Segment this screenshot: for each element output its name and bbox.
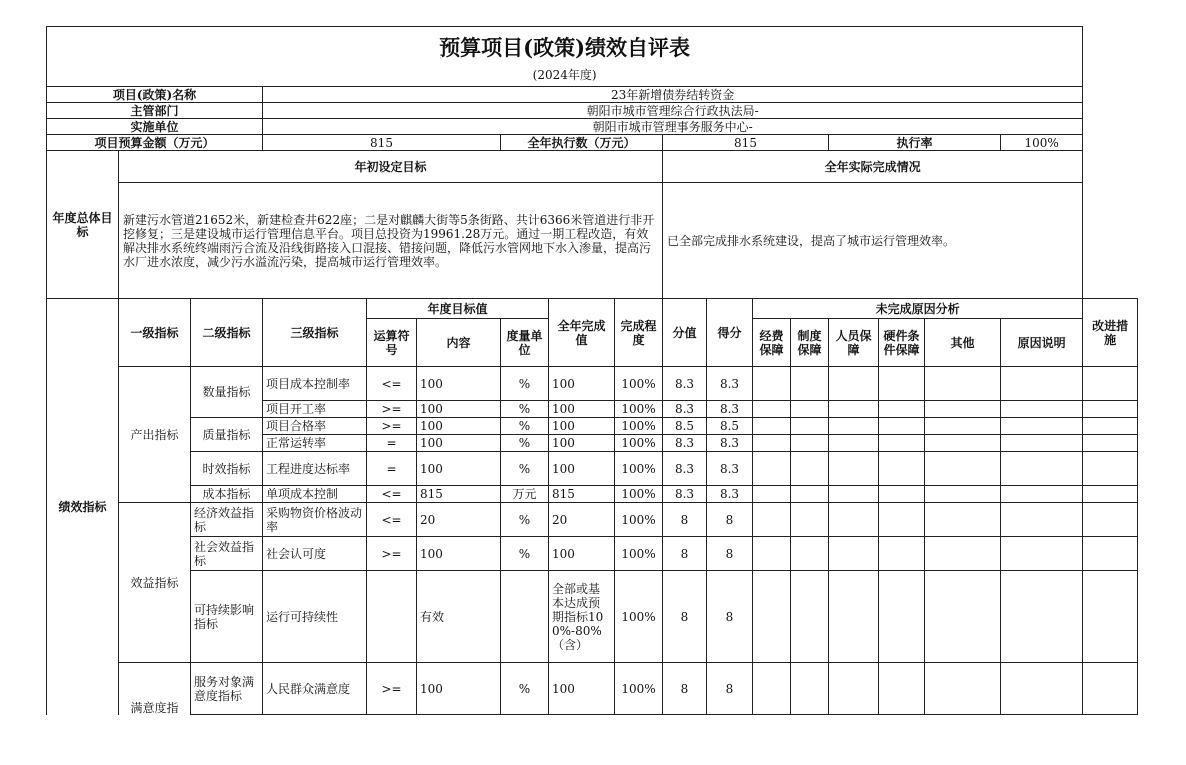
actual-cell: 100: [549, 452, 615, 486]
level1-benefit: 效益指标: [119, 503, 191, 663]
empty-cell: [753, 571, 791, 663]
empty-cell: [1001, 418, 1083, 435]
completion-cell: 100%: [615, 367, 663, 401]
empty-cell: [791, 367, 829, 401]
empty-cell: [829, 367, 879, 401]
empty-cell: [1083, 452, 1138, 486]
level2-sustainable: 可持续影响指标: [191, 571, 263, 663]
level2-cost: 成本指标: [191, 486, 263, 503]
completion-cell: 100%: [615, 486, 663, 503]
perf-section-label: 绩效指标: [47, 299, 119, 715]
empty-cell: [925, 486, 1001, 503]
score-cell: 8.3: [663, 486, 707, 503]
score-cell: 8: [663, 571, 707, 663]
empty-cell: [1001, 571, 1083, 663]
actual-cell: 100: [549, 418, 615, 435]
actual-header: 全年完成值: [549, 299, 615, 367]
empty-cell: [791, 418, 829, 435]
empty-cell: [879, 537, 925, 571]
content-cell: 100: [417, 418, 501, 435]
op-cell: >=: [367, 401, 417, 418]
reason-group-header: 未完成原因分析: [753, 299, 1083, 319]
empty-cell: [829, 537, 879, 571]
empty-cell: [791, 452, 829, 486]
empty-cell: [925, 571, 1001, 663]
level3-cell: 项目合格率: [263, 418, 367, 435]
exec-value: 815: [663, 135, 829, 151]
actual-cell: 全部或基本达成预期指标100%-80%（含）: [549, 571, 615, 663]
got-cell: 8.3: [707, 452, 753, 486]
level1-header: 一级指标: [119, 299, 191, 367]
empty-cell: [925, 537, 1001, 571]
project-name-value: 23年新增债券结转资金: [263, 87, 1083, 103]
empty-cell: [1083, 401, 1138, 418]
rate-value: 100%: [1001, 135, 1083, 151]
dept-label: 主管部门: [47, 103, 263, 119]
score-cell: 8: [663, 663, 707, 715]
completion-cell: 100%: [615, 435, 663, 452]
level2-social: 社会效益指标: [191, 537, 263, 571]
level2-timeliness: 时效指标: [191, 452, 263, 486]
empty-cell: [879, 435, 925, 452]
op-cell: =: [367, 452, 417, 486]
op-cell: <=: [367, 503, 417, 537]
op-cell: =: [367, 435, 417, 452]
empty-cell: [925, 663, 1001, 715]
empty-cell: [925, 418, 1001, 435]
reason-other-header: 其他: [925, 319, 1001, 367]
level3-cell: 人民群众满意度: [263, 663, 367, 715]
empty-cell: [753, 435, 791, 452]
empty-cell: [1083, 435, 1138, 452]
empty-cell: [925, 452, 1001, 486]
reason-fund-header: 经费保障: [753, 319, 791, 367]
level3-cell: 项目开工率: [263, 401, 367, 418]
got-cell: 8: [707, 503, 753, 537]
dept-value: 朝阳市城市管理综合行政执法局-: [263, 103, 1083, 119]
actual-cell: 20: [549, 503, 615, 537]
level3-cell: 项目成本控制率: [263, 367, 367, 401]
unit-cell: %: [501, 503, 549, 537]
empty-cell: [1083, 537, 1138, 571]
unit-cell: %: [501, 418, 549, 435]
got-cell: 8: [707, 537, 753, 571]
level2-header: 二级指标: [191, 299, 263, 367]
unit-cell: %: [501, 537, 549, 571]
empty-cell: [791, 663, 829, 715]
unit-cell: %: [501, 663, 549, 715]
level3-cell: 单项成本控制: [263, 486, 367, 503]
empty-cell: [1001, 401, 1083, 418]
empty-cell: [753, 537, 791, 571]
actual-cell: 100: [549, 367, 615, 401]
completion-cell: 100%: [615, 452, 663, 486]
content-cell: 100: [417, 435, 501, 452]
reason-explain-header: 原因说明: [1001, 319, 1083, 367]
empty-cell: [1001, 367, 1083, 401]
title-cell: [47, 27, 1083, 65]
score-cell: 8.3: [663, 452, 707, 486]
op-cell: >=: [367, 663, 417, 715]
score-cell: 8.3: [663, 401, 707, 418]
content-cell: 100: [417, 401, 501, 418]
empty-cell: [1001, 503, 1083, 537]
score-cell: 8.3: [663, 367, 707, 401]
empty-cell: [1001, 663, 1083, 715]
empty-cell: [791, 401, 829, 418]
impl-value: 朝阳市城市管理事务服务中心-: [263, 119, 1083, 135]
content-cell: 100: [417, 452, 501, 486]
budget-label: 项目预算金额（万元）: [47, 135, 263, 151]
empty-cell: [753, 418, 791, 435]
empty-cell: [791, 435, 829, 452]
empty-cell: [829, 663, 879, 715]
completion-cell: 100%: [615, 418, 663, 435]
empty-cell: [879, 663, 925, 715]
empty-cell: [925, 435, 1001, 452]
score-cell: 8: [663, 537, 707, 571]
unit-cell: %: [501, 452, 549, 486]
rate-label: 执行率: [829, 135, 1001, 151]
actual-cell: 100: [549, 435, 615, 452]
empty-cell: [1083, 663, 1138, 715]
empty-cell: [925, 503, 1001, 537]
actual-goal-header: 全年实际完成情况: [663, 151, 1083, 183]
page-title: 预算项目(政策)绩效自评表: [439, 35, 691, 61]
empty-cell: [829, 401, 879, 418]
empty-cell: [829, 452, 879, 486]
empty-cell: [925, 401, 1001, 418]
level3-cell: 社会认可度: [263, 537, 367, 571]
empty-cell: [829, 571, 879, 663]
score-cell: 8.3: [663, 435, 707, 452]
completion-cell: 100%: [615, 571, 663, 663]
unit-cell: [501, 571, 549, 663]
target-group-header: 年度目标值: [367, 299, 549, 319]
actual-cell: 100: [549, 401, 615, 418]
empty-cell: [791, 503, 829, 537]
level1-output: 产出指标: [119, 367, 191, 503]
improve-header: 改进措施: [1083, 299, 1138, 367]
completion-cell: 100%: [615, 663, 663, 715]
empty-cell: [879, 503, 925, 537]
empty-cell: [879, 367, 925, 401]
empty-cell: [1001, 486, 1083, 503]
budget-value: 815: [263, 135, 501, 151]
project-name-label: 项目(政策)名称: [47, 87, 263, 103]
year-label: (2024年度): [47, 65, 1083, 87]
unit-cell: %: [501, 401, 549, 418]
content-cell: 有效: [417, 571, 501, 663]
empty-cell: [791, 571, 829, 663]
got-header: 得分: [707, 299, 753, 367]
goals-section-label: 年度总体目标: [47, 151, 119, 299]
empty-cell: [829, 503, 879, 537]
content-cell: 100: [417, 663, 501, 715]
content-cell: 100: [417, 367, 501, 401]
empty-cell: [1083, 367, 1138, 401]
op-cell: >=: [367, 537, 417, 571]
op-cell: >=: [367, 418, 417, 435]
level3-cell: 运行可持续性: [263, 571, 367, 663]
actual-goal-text: 已全部完成排水系统建设，提高了城市运行管理效率。: [663, 183, 1083, 299]
empty-cell: [879, 401, 925, 418]
got-cell: 8.5: [707, 418, 753, 435]
empty-cell: [1083, 503, 1138, 537]
unit-header: 度量单位: [501, 319, 549, 367]
empty-cell: [753, 452, 791, 486]
exec-label: 全年执行数（万元）: [501, 135, 663, 151]
reason-staff-header: 人员保障: [829, 319, 879, 367]
initial-goal-header: 年初设定目标: [119, 151, 663, 183]
level2-quantity: 数量指标: [191, 367, 263, 418]
level1-satisfaction: 满意度指: [119, 663, 191, 715]
empty-cell: [1083, 571, 1138, 663]
score-cell: 8: [663, 503, 707, 537]
level2-quality: 质量指标: [191, 418, 263, 452]
got-cell: 8: [707, 571, 753, 663]
got-cell: 8.3: [707, 401, 753, 418]
empty-cell: [1001, 452, 1083, 486]
op-header: 运算符号: [367, 319, 417, 367]
unit-cell: %: [501, 435, 549, 452]
level3-header: 三级指标: [263, 299, 367, 367]
completion-header: 完成程度: [615, 299, 663, 367]
empty-cell: [753, 503, 791, 537]
content-cell: 20: [417, 503, 501, 537]
empty-cell: [1083, 418, 1138, 435]
actual-cell: 100: [549, 537, 615, 571]
content-cell: 815: [417, 486, 501, 503]
op-cell: <=: [367, 367, 417, 401]
empty-cell: [879, 571, 925, 663]
unit-cell: %: [501, 367, 549, 401]
got-cell: 8: [707, 663, 753, 715]
content-header: 内容: [417, 319, 501, 367]
empty-cell: [829, 418, 879, 435]
empty-cell: [879, 486, 925, 503]
actual-cell: 815: [549, 486, 615, 503]
op-cell: <=: [367, 486, 417, 503]
empty-cell: [1001, 435, 1083, 452]
empty-cell: [829, 435, 879, 452]
empty-cell: [925, 367, 1001, 401]
completion-cell: 100%: [615, 503, 663, 537]
completion-cell: 100%: [615, 401, 663, 418]
level2-service: 服务对象满意度指标: [191, 663, 263, 715]
got-cell: 8.3: [707, 486, 753, 503]
empty-cell: [1001, 537, 1083, 571]
level2-economic: 经济效益指标: [191, 503, 263, 537]
empty-cell: [879, 418, 925, 435]
content-cell: 100: [417, 537, 501, 571]
empty-cell: [791, 537, 829, 571]
empty-cell: [829, 486, 879, 503]
empty-cell: [753, 486, 791, 503]
op-cell: [367, 571, 417, 663]
unit-cell: 万元: [501, 486, 549, 503]
performance-evaluation-table: [46, 26, 1138, 715]
reason-system-header: 制度保障: [791, 319, 829, 367]
got-cell: 8.3: [707, 435, 753, 452]
score-cell: 8.5: [663, 418, 707, 435]
level3-cell: 正常运转率: [263, 435, 367, 452]
actual-cell: 100: [549, 663, 615, 715]
empty-cell: [1083, 486, 1138, 503]
completion-cell: 100%: [615, 537, 663, 571]
level3-cell: 采购物资价格波动率: [263, 503, 367, 537]
initial-goal-text: 新建污水管道21652米，新建检查井622座；二是对麒麟大街等5条街路、共计6366米管道进行非开挖修复；三是建设城市运行管理信息平台。项目总投资为19961.28万元。通过一期工程改造，有效解决排水系统终端雨污合流及沿线街路接入口混接、错接问题，降低污水管网地下水入渗量，提高污水厂进水浓度，减少污水溢流污染，提高城市运行管理效率。: [119, 183, 663, 299]
empty-cell: [791, 486, 829, 503]
reason-hardware-header: 硬件条件保障: [879, 319, 925, 367]
empty-cell: [753, 401, 791, 418]
level3-cell: 工程进度达标率: [263, 452, 367, 486]
empty-cell: [753, 367, 791, 401]
impl-label: 实施单位: [47, 119, 263, 135]
empty-cell: [879, 452, 925, 486]
got-cell: 8.3: [707, 367, 753, 401]
empty-cell: [753, 663, 791, 715]
score-header: 分值: [663, 299, 707, 367]
